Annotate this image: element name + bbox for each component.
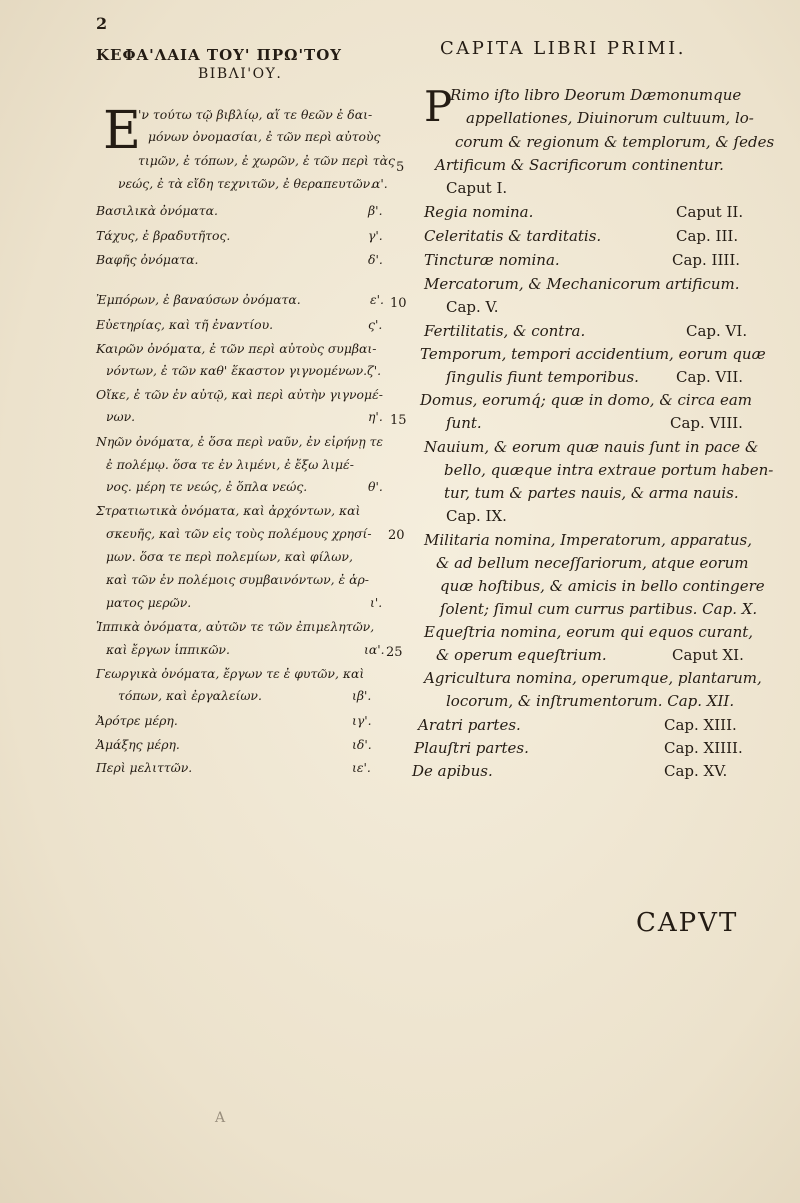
greek-line: Οἴκε, ἐ τῶν ἐν αὐτῷ, καὶ περὶ αὐτὴν γιγνομέ- xyxy=(96,387,383,402)
greek-chapter-number: η'. xyxy=(368,409,383,424)
greek-line: Γεωργικὰ ὀνόματα, ἔργων τε ἐ φυτῶν, καὶ xyxy=(96,666,365,681)
greek-chapter-number: ιγ'. xyxy=(352,713,372,728)
latin-line: De apibus. xyxy=(412,762,493,780)
latin-line: Cap. V. xyxy=(446,298,499,316)
greek-chapter-number: α'. xyxy=(372,176,388,191)
latin-line: Agricultura nomina, operumque, plantarum, xyxy=(424,669,762,687)
greek-line: Βαφῆς ὀνόματα. xyxy=(96,252,199,267)
greek-line: καὶ τῶν ἐν πολέμοις συμβαινόντων, ἐ ἁρ- xyxy=(106,572,369,587)
greek-line: νεώς, ἐ τὰ εἴδη τεχνιτῶν, ἐ θεραπευτῶν. xyxy=(118,176,375,191)
latin-line: tur, tum & partes nauis, & arma nauis. xyxy=(444,484,739,502)
greek-chapter-number: θ'. xyxy=(368,479,383,494)
latin-line: Mercatorum, & Mechanicorum artificum. xyxy=(424,275,740,293)
greek-line: Εὐετηρίας, καὶ τῆ ἐναντίου. xyxy=(96,317,274,332)
greek-line: σκευῆς, καὶ τῶν εἰς τοὺς πολέμους χρησί- xyxy=(106,526,372,541)
greek-line: νος. μέρη τε νεώς, ἐ ὅπλα νεώς. xyxy=(106,479,308,494)
latin-line: Aratri partes. xyxy=(418,716,521,734)
greek-line: τιμῶν, ἐ τόπων, ἐ χωρῶν, ἐ τῶν περὶ τὰς xyxy=(138,153,395,168)
latin-line: Cap. IX. xyxy=(446,507,507,525)
greek-chapter-number: ζ'. xyxy=(367,363,382,378)
margin-line-number: 25 xyxy=(386,645,403,660)
greek-line: ἐ πολέμῳ. ὅσα τε ἐν λιμένι, ἐ ἔξω λιμέ- xyxy=(106,457,354,472)
latin-chapter-ref: Cap. XIIII. xyxy=(664,739,743,757)
greek-line: ματος μερῶν. xyxy=(106,595,192,610)
greek-line: μόνων ὀνομασίαι, ἐ τῶν περὶ αὐτοὺς xyxy=(148,129,381,144)
greek-chapter-number: ε'. xyxy=(370,292,384,307)
latin-line: Tincturæ nomina. xyxy=(424,251,560,269)
latin-line: bello, quæque intra extraue portum haben- xyxy=(444,461,774,479)
latin-line: ſingulis fiunt temporibus. xyxy=(446,368,639,386)
greek-line: Νηῶν ὀνόματα, ἐ ὅσα περὶ ναῦν, ἐν εἰρήνῃ τε xyxy=(96,434,384,449)
greek-line: νόντων, ἐ τῶν καθ' ἕκαστον γιγνομένων. xyxy=(106,363,368,378)
greek-line: Ἀρότρε μέρη. xyxy=(96,713,178,728)
greek-chapter-number: ιβ'. xyxy=(352,688,372,703)
latin-line: locorum, & inſtrumentorum. Cap. XII. xyxy=(446,692,735,710)
greek-line: Περὶ μελιττῶν. xyxy=(96,760,193,775)
greek-line: Ἱππικὰ ὀνόματα, αὐτῶν τε τῶν ἐπιμελητῶν, xyxy=(96,619,375,634)
latin-line: & ad bellum neceſſariorum, atque eorum xyxy=(436,554,749,572)
latin-chapter-ref: Cap. XV. xyxy=(664,762,728,780)
greek-heading-line2: ΒΙΒΛΙ'ΟΥ. xyxy=(198,66,283,82)
latin-heading: CAPITA LIBRI PRIMI. xyxy=(440,38,686,59)
greek-line: μων. ὅσα τε περὶ πολεμίων, καὶ φίλων, xyxy=(106,549,353,564)
latin-chapter-ref: Cap. VII. xyxy=(676,368,744,386)
margin-line-number: 20 xyxy=(388,528,405,543)
greek-chapter-number: ς'. xyxy=(368,317,383,332)
latin-line: ſunt. xyxy=(446,414,482,432)
margin-line-number: 5 xyxy=(396,160,405,175)
latin-line: ſolent; ſimul cum currus partibus. Cap. X. xyxy=(440,600,758,618)
greek-line: Ἐμπόρων, ἐ βαναύσων ὀνόματα. xyxy=(96,292,301,307)
greek-line: 'ν τούτω τῷ βιβλίῳ, αἵ τε θεῶν ἐ δαι- xyxy=(138,107,373,122)
greek-line: τόπων, καὶ ἐργαλείων. xyxy=(118,688,262,703)
greek-line: Στρατιωτικὰ ὀνόματα, καὶ ἀρχόντων, καὶ xyxy=(96,503,361,518)
greek-chapter-number: δ'. xyxy=(368,252,383,267)
greek-line: νων. xyxy=(106,409,136,424)
latin-line: Equeſtria nomina, eorum qui equos curant, xyxy=(424,623,754,641)
signature-mark: A xyxy=(215,1110,226,1126)
latin-line: quæ hoſtibus, & amicis in bello contingere xyxy=(440,577,765,595)
greek-chapter-number: γ'. xyxy=(368,228,383,243)
greek-chapter-number: ιδ'. xyxy=(352,737,372,752)
latin-chapter-ref: Cap. VI. xyxy=(686,322,748,340)
greek-line: Ἁμάξης μέρη. xyxy=(96,737,180,752)
latin-line: Temporum, tempori accidentium, eorum quæ xyxy=(420,345,766,363)
latin-line: Plauſtri partes. xyxy=(414,739,529,757)
greek-line: Βασιλικὰ ὀνόματα. xyxy=(96,203,218,218)
latin-chapter-ref: Cap. IIII. xyxy=(672,251,741,269)
catchword: CAPVT xyxy=(636,908,739,938)
latin-line: Artificum & Sacrificorum continentur. xyxy=(435,156,724,174)
greek-chapter-number: ια'. xyxy=(364,642,385,657)
greek-line: καὶ ἔργων ἱππικῶν. xyxy=(106,642,230,657)
latin-drop-capital: P xyxy=(424,82,453,131)
greek-chapter-number: ιε'. xyxy=(352,760,371,775)
latin-line: Domus, eorumq́; quæ in domo, & circa eam xyxy=(420,391,752,409)
latin-line: Nauium, & eorum quæ nauis ſunt in pace & xyxy=(424,438,759,456)
latin-line: Celeritatis & tarditatis. xyxy=(424,227,602,245)
latin-chapter-ref: Cap. VIII. xyxy=(670,414,743,432)
greek-chapter-number: β'. xyxy=(368,203,383,218)
latin-line: Caput I. xyxy=(446,179,508,197)
latin-chapter-ref: Cap. III. xyxy=(676,227,739,245)
latin-chapter-ref: Cap. XIII. xyxy=(664,716,737,734)
latin-chapter-ref: Caput II. xyxy=(676,203,744,221)
page-number: 2 xyxy=(96,14,108,33)
margin-line-number: 15 xyxy=(390,413,407,428)
greek-drop-capital: Ε xyxy=(103,101,141,161)
latin-line: Fertilitatis, & contra. xyxy=(424,322,586,340)
greek-line: Τάχυς, ἐ βραδυτῆτος. xyxy=(96,228,231,243)
latin-line: appellationes, Diuinorum cultuum, lo- xyxy=(466,109,754,127)
latin-line: Rimo iſto libro Deorum Dæmonumque xyxy=(450,86,742,104)
show-through-text xyxy=(690,1010,800,1100)
greek-chapter-number: ι'. xyxy=(370,595,383,610)
latin-line: Regia nomina. xyxy=(424,203,534,221)
latin-line: & operum equeſtrium. xyxy=(436,646,607,664)
margin-line-number: 10 xyxy=(390,296,407,311)
latin-line: corum & regionum & templorum, & ſedes xyxy=(455,133,775,151)
greek-heading: ΚΕΦΑ'ΛΑΙΑ ΤΟΥ' ΠΡΩ'ΤΟΥ xyxy=(96,46,342,64)
latin-chapter-ref: Caput XI. xyxy=(672,646,744,664)
latin-line: Militaria nomina, Imperatorum, apparatus, xyxy=(424,531,753,549)
greek-line: Καιρῶν ὀνόματα, ἐ τῶν περὶ αὐτοὺς συμβαι- xyxy=(96,341,377,356)
